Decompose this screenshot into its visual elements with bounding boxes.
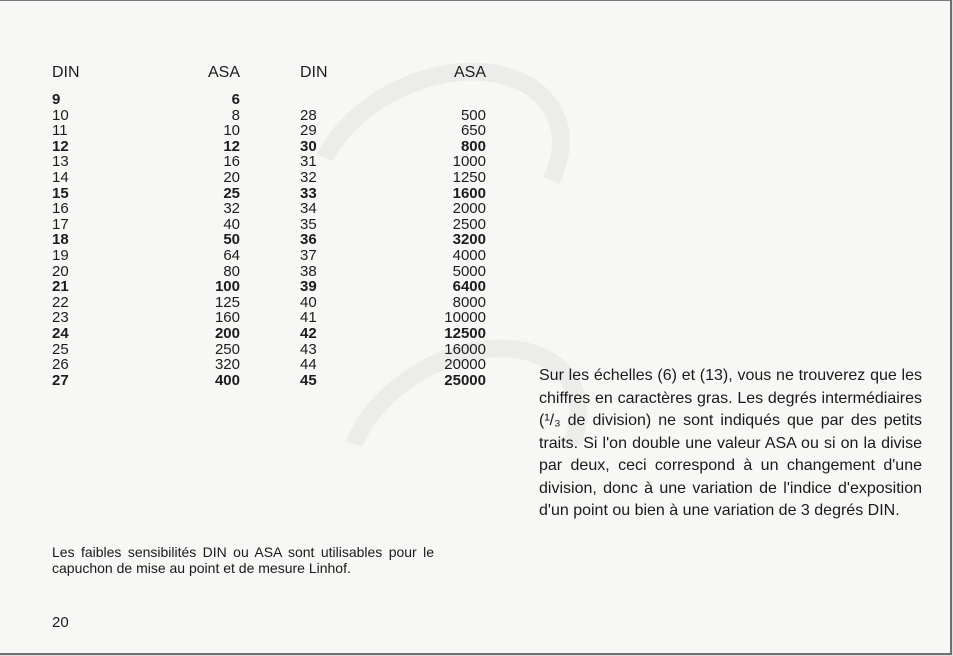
din-value: 11	[52, 122, 68, 140]
table-header	[52, 65, 240, 83]
table-row	[52, 248, 240, 264]
din-value: 20	[52, 262, 69, 280]
table-row	[52, 154, 240, 170]
table-row	[300, 295, 486, 311]
asa-value: 16000	[444, 340, 486, 358]
din-value: 42	[300, 324, 317, 342]
din-value: 31	[300, 153, 317, 171]
asa-value: 40	[223, 215, 240, 233]
asa-value: 125	[214, 293, 240, 311]
din-value: 33	[300, 184, 317, 202]
asa-value: 6400	[452, 278, 486, 296]
asa-value: 400	[214, 371, 240, 389]
din-value: 32	[300, 168, 317, 186]
table-row	[300, 139, 486, 155]
table-row	[300, 154, 486, 170]
din-value: 45	[300, 371, 317, 389]
din-value: 35	[300, 215, 317, 233]
asa-value: 500	[460, 106, 486, 124]
table-row	[300, 186, 486, 202]
asa-value: 8	[231, 106, 240, 124]
asa-value: 80	[223, 262, 240, 280]
din-value: 34	[300, 200, 317, 218]
asa-value: 320	[214, 356, 240, 374]
din-value: 28	[300, 106, 317, 124]
din-value: 44	[300, 356, 317, 374]
table-row	[52, 123, 240, 139]
asa-value: 250	[214, 340, 240, 358]
header-din: DIN	[52, 64, 80, 81]
explanation-paragraph: Sur les échelles (6) et (13), vous ne trouverez que les chiffres en caractères gras. Les degrés intermédiaires (¹/₃ de division) ne sont indiqués que par des petits traits. Si l'on double une valeur ASA ou si on la divise par deux, ceci correspond à un changement d'une division, donc à une variation de l'indice d'exposition d'un point ou bien à une variation de 3 degrés DIN.	[539, 367, 922, 519]
table-row	[300, 108, 486, 124]
header-asa: ASA	[453, 64, 486, 81]
asa-value: 1600	[452, 184, 486, 202]
din-value: 14	[52, 168, 69, 186]
table-row	[52, 170, 240, 186]
din-value: 30	[300, 137, 317, 155]
din-value: 15	[52, 184, 69, 202]
table-row	[52, 279, 240, 295]
header-din: DIN	[300, 64, 328, 81]
din-value: 43	[300, 340, 317, 358]
asa-value: 10000	[444, 309, 486, 327]
din-value: 19	[52, 246, 69, 264]
din-value: 25	[52, 340, 69, 358]
row-spacer	[300, 92, 486, 108]
asa-value: 2500	[452, 215, 486, 233]
table-row	[52, 373, 240, 389]
asa-value: 50	[223, 231, 240, 249]
table-row	[300, 201, 486, 217]
din-value: 36	[300, 231, 317, 249]
din-value: 22	[52, 293, 69, 311]
table-row	[52, 108, 240, 124]
asa-value: 8000	[452, 293, 486, 311]
table-row	[300, 170, 486, 186]
table-row	[300, 310, 486, 326]
asa-value: 3200	[452, 231, 486, 249]
din-value: 10	[52, 106, 69, 124]
asa-value: 2000	[452, 200, 486, 218]
table-row	[52, 139, 240, 155]
table-row	[52, 232, 240, 248]
din-value: 29	[300, 122, 317, 140]
asa-value: 64	[223, 246, 240, 264]
table-row	[52, 295, 240, 311]
asa-value: 1000	[452, 153, 486, 171]
table-row	[52, 357, 240, 373]
asa-value: 100	[214, 278, 240, 296]
din-value: 41	[300, 309, 317, 327]
table-row	[300, 342, 486, 358]
din-value: 37	[300, 246, 317, 264]
din-asa-table-left	[52, 65, 240, 388]
table-row	[300, 279, 486, 295]
din-value: 17	[52, 215, 69, 233]
asa-value: 20	[223, 168, 240, 186]
table-header	[300, 65, 486, 83]
asa-value: 25	[223, 184, 240, 202]
table-row	[300, 357, 486, 373]
asa-value: 1250	[452, 168, 486, 186]
asa-value: 12	[223, 137, 240, 155]
asa-value: 650	[460, 122, 486, 140]
table-rows	[52, 92, 240, 388]
din-value: 24	[52, 324, 69, 342]
table-row	[52, 264, 240, 280]
table-row	[52, 92, 240, 108]
table-row	[52, 342, 240, 358]
asa-value: 800	[460, 137, 486, 155]
asa-value: 160	[214, 309, 240, 327]
din-value: 18	[52, 231, 69, 249]
asa-value: 12500	[444, 324, 486, 342]
din-value: 39	[300, 278, 317, 296]
page-number: 20	[52, 614, 69, 631]
table-row	[300, 373, 486, 389]
header-asa: ASA	[207, 64, 240, 81]
asa-value: 200	[214, 324, 240, 342]
din-value: 23	[52, 309, 69, 327]
table-row	[52, 310, 240, 326]
din-value: 21	[52, 278, 69, 296]
asa-value: 4000	[452, 246, 486, 264]
din-value: 26	[52, 356, 69, 374]
asa-value: 32	[223, 200, 240, 218]
table-row	[52, 201, 240, 217]
table-row	[300, 264, 486, 280]
din-value: 27	[52, 371, 69, 389]
table-row	[300, 326, 486, 342]
asa-value: 20000	[444, 356, 486, 374]
table-row	[52, 217, 240, 233]
table-row	[300, 123, 486, 139]
din-value: 16	[52, 200, 69, 218]
footnote-text: Les faibles sensibilités DIN ou ASA sont utilisables pour le capuchon de mise au point et de mesure Linhof.	[52, 544, 434, 576]
table-rows	[300, 108, 486, 389]
din-value: 38	[300, 262, 317, 280]
asa-value: 10	[223, 122, 240, 140]
table-row	[300, 217, 486, 233]
table-row	[52, 326, 240, 342]
din-value: 12	[52, 137, 69, 155]
asa-value: 6	[231, 91, 240, 108]
asa-value: 5000	[452, 262, 486, 280]
asa-value: 25000	[444, 371, 486, 389]
din-value: 13	[52, 153, 69, 171]
table-row	[52, 186, 240, 202]
asa-value: 16	[223, 153, 240, 171]
table-row	[300, 248, 486, 264]
din-value: 9	[52, 91, 61, 108]
din-asa-table-right	[300, 65, 486, 388]
table-row	[300, 232, 486, 248]
din-value: 40	[300, 293, 317, 311]
